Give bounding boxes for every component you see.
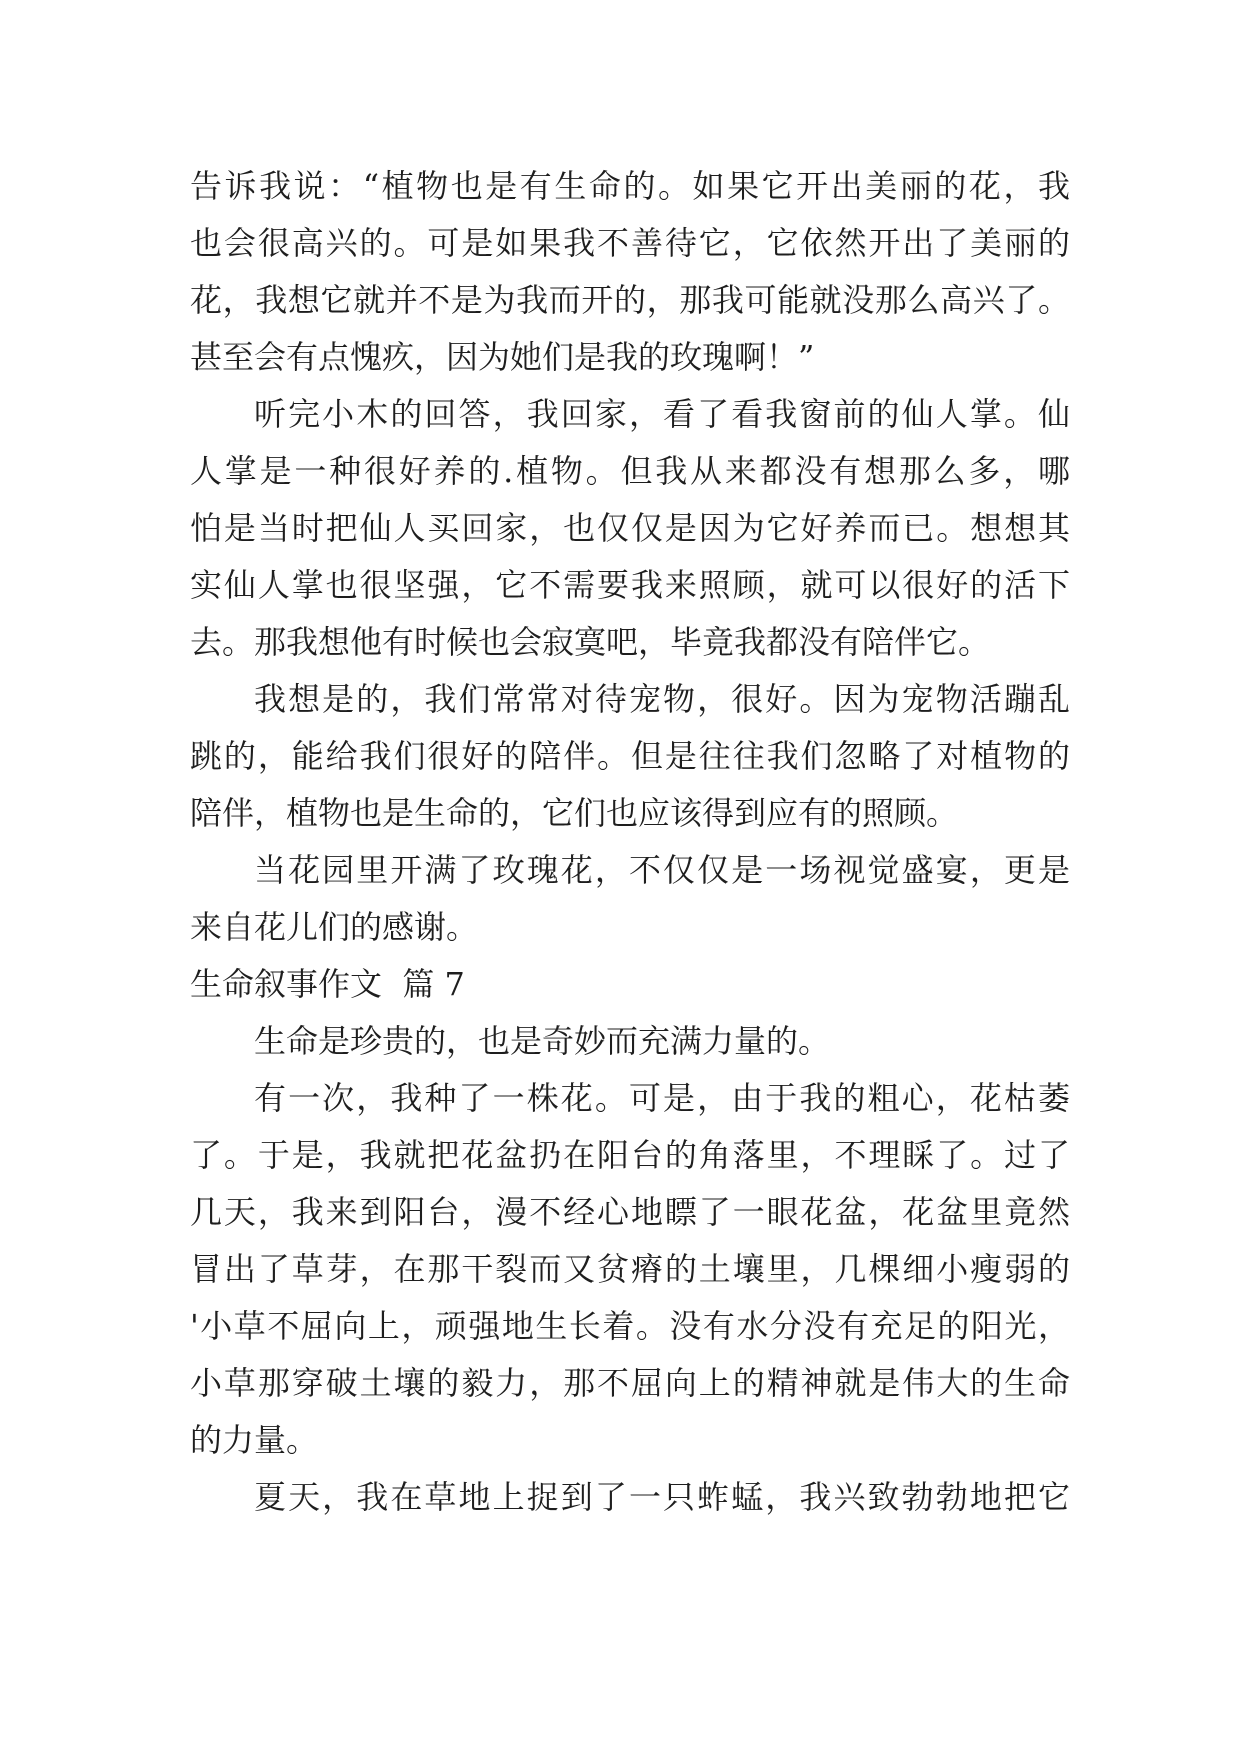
text-line: 冒出了草芽，在那干裂而又贫瘠的土壤里，几棵细小瘦弱的 (190, 1250, 1070, 1288)
text-line: 跳的，能给我们很好的陪伴。但是往往我们忽略了对植物的 (190, 737, 1070, 775)
paragraph-3 (190, 671, 1070, 842)
text-line: 也会很高兴的。可是如果我不善待它，它依然开出了美丽的 (190, 224, 1070, 262)
paragraph-6 (190, 1070, 1070, 1469)
paragraph-2 (190, 386, 1070, 671)
text-line: 告诉我说：“植物也是有生命的。如果它开出美丽的花，我 (190, 167, 1070, 205)
document-page (190, 158, 1070, 1526)
paragraph-5 (190, 1013, 1070, 1070)
paragraph-4 (190, 842, 1070, 956)
paragraph-1 (190, 158, 1070, 386)
text-line: 花，我想它就并不是为我而开的，那我可能就没那么高兴了。 (190, 281, 1070, 319)
text-line: 几天，我来到阳台，漫不经心地瞟了一眼花盆，花盆里竟然 (190, 1193, 1070, 1231)
text-line: 实仙人掌也很坚强，它不需要我来照顾，就可以很好的活下 (190, 566, 1070, 604)
text-line: 的力量。 (190, 1421, 319, 1459)
text-line: 夏天，我在草地上捉到了一只蚱蜢，我兴致勃勃地把它 (254, 1478, 1070, 1516)
text-line: 当花园里开满了玫瑰花，不仅仅是一场视觉盛宴，更是 (254, 851, 1070, 889)
text-line: '小草不屈向上，顽强地生长着。没有水分没有充足的阳光， (190, 1307, 1070, 1345)
text-line: 来自花儿们的感谢。 (190, 908, 479, 946)
text-line: 人掌是一种很好养的.植物。但我从来都没有想那么多，哪 (190, 452, 1070, 490)
text-line: 听完小木的回答，我回家，看了看我窗前的仙人掌。仙 (254, 395, 1070, 433)
text-line: 去。那我想他有时候也会寂寞吧，毕竟我都没有陪伴它。 (190, 623, 991, 661)
text-line: 生命是珍贵的，也是奇妙而充满力量的。 (254, 1022, 831, 1060)
paragraph-7 (190, 1469, 1070, 1526)
text-line: 怕是当时把仙人买回家，也仅仅是因为它好养而已。想想其 (190, 509, 1070, 547)
text-line: 有一次，我种了一株花。可是，由于我的粗心，花枯萎 (254, 1079, 1070, 1117)
text-line: 陪伴，植物也是生命的，它们也应该得到应有的照顾。 (190, 794, 959, 832)
text-line: 我想是的，我们常常对待宠物，很好。因为宠物活蹦乱 (254, 680, 1070, 718)
text-line: 小草那穿破土壤的毅力，那不屈向上的精神就是伟大的生命 (190, 1364, 1070, 1402)
section-heading: 生命叙事作文 篇 7 (190, 965, 465, 1003)
text-line: 甚至会有点愧疚，因为她们是我的玫瑰啊！” (190, 338, 815, 376)
text-line: 了。于是，我就把花盆扔在阳台的角落里，不理睬了。过了 (190, 1136, 1070, 1174)
